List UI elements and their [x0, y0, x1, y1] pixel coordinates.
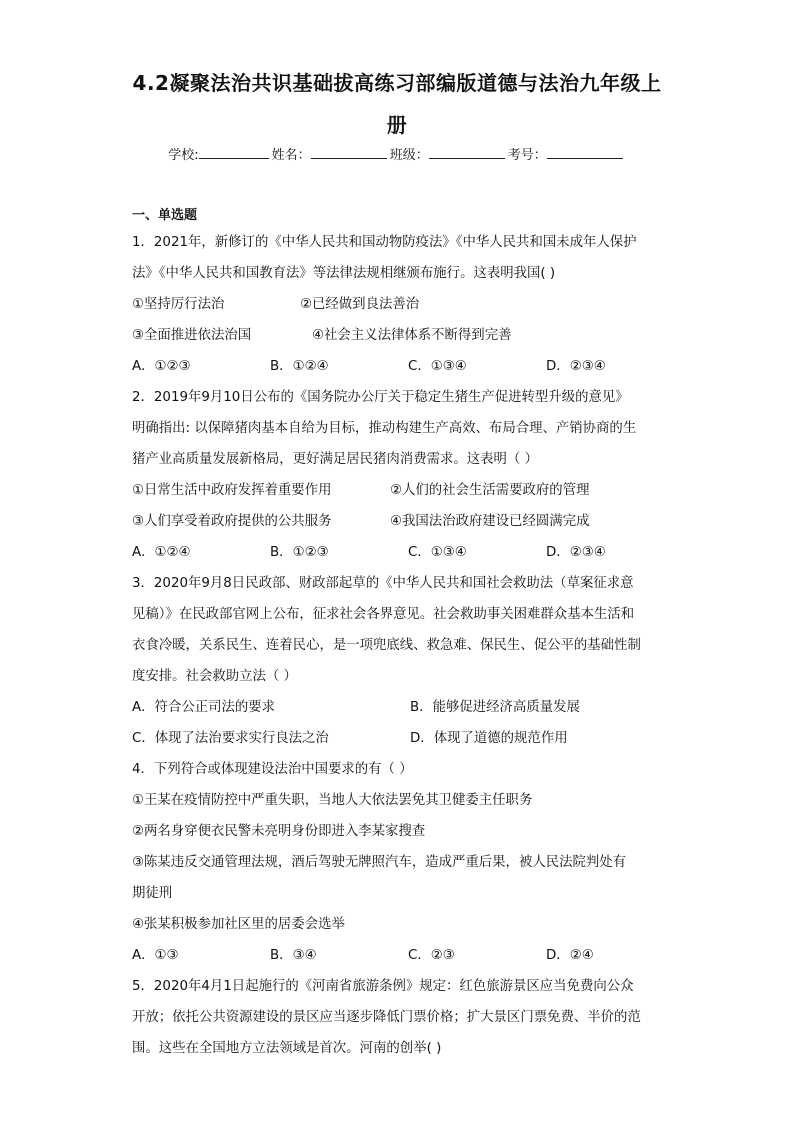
option-d[interactable]: D．体现了道德的规范作用: [410, 731, 568, 746]
option-row: [132, 537, 662, 568]
option-d[interactable]: D．②③④: [546, 359, 606, 374]
statement-continuation: 期徒刑: [132, 886, 173, 901]
statement: ④张某积极参加社区里的居委会选举: [132, 917, 345, 932]
school-blank[interactable]: [199, 144, 269, 159]
statement-row: [132, 506, 662, 537]
option-c[interactable]: C．①③④: [408, 359, 467, 374]
question-text-line: 2．2019年9月10日公布的《国务院办公厅关于稳定生猪生产促进转型升级的意见》: [132, 390, 629, 405]
statement: ③陈某违反交通管理法规，酒后驾驶无牌照汽车，造成严重后果，被人民法院判处有: [132, 855, 627, 870]
option-a[interactable]: A．①②③: [132, 359, 191, 374]
option-c[interactable]: C．体现了法治要求实行良法之治: [132, 731, 329, 746]
question-text-line: 围。这些在全国地方立法领域是首次。河南的创举( ): [132, 1041, 442, 1056]
class-label: 班级：: [389, 148, 429, 163]
option-a[interactable]: A．①③: [132, 948, 179, 963]
number-label: 考号：: [507, 148, 547, 163]
title-line-1: 4.2凝聚法治共识基础拔高练习部编版道德与法治九年级上: [132, 71, 662, 95]
option-row: [132, 940, 662, 971]
question-text-line: 3．2020年9月8日民政部、财政部起草的《中华人民共和国社会救助法（草案征求意: [132, 576, 634, 591]
option-c[interactable]: C．①③④: [408, 545, 467, 560]
statement: ①坚持厉行法治: [132, 297, 225, 312]
school-label: 学校:: [168, 148, 199, 163]
statement: ③全面推进依法治国: [132, 328, 252, 343]
statement-row: [132, 475, 662, 506]
option-d[interactable]: D．②③④: [546, 545, 606, 560]
question-text-line: 猪产业高质量发展新格局，更好满足居民猪肉消费需求。这表明（ ）: [132, 452, 538, 467]
option-b[interactable]: B．③④: [270, 948, 317, 963]
option-a[interactable]: A．符合公正司法的要求: [132, 700, 276, 715]
name-label: 姓名：: [271, 148, 311, 163]
title-line-2: 册: [386, 113, 408, 137]
question-5: [132, 971, 662, 1064]
name-blank[interactable]: [311, 144, 387, 159]
question-2: [132, 382, 662, 568]
statement: ③人们享受着政府提供的公共服务: [132, 514, 332, 529]
statement: ④社会主义法律体系不断得到完善: [312, 328, 512, 343]
statement: ①王某在疫情防控中严重失职，当地人大依法罢免其卫健委主任职务: [132, 793, 533, 808]
student-info-row: [0, 144, 794, 166]
statement: ②人们的社会生活需要政府的管理: [390, 483, 590, 498]
question-text-line: 度安排。社会救助立法（ ）: [132, 669, 297, 684]
option-b[interactable]: B．能够促进经济高质量发展: [410, 700, 580, 715]
question-text-line: 1．2021年，新修订的《中华人民共和国动物防疫法》《中华人民共和国未成年人保护: [132, 235, 637, 250]
option-d[interactable]: D．②④: [546, 948, 594, 963]
question-1: [132, 227, 662, 382]
statement-row: [132, 289, 662, 320]
question-text-line: 5．2020年4月1日起施行的《河南省旅游条例》规定：红色旅游景区应当免费向公众: [132, 979, 634, 994]
option-row: [132, 723, 662, 754]
statement: ①日常生活中政府发挥着重要作用: [132, 483, 332, 498]
question-list: [132, 205, 662, 1064]
class-blank[interactable]: [429, 144, 505, 159]
option-b[interactable]: B．①②③: [270, 545, 329, 560]
question-text-line: 衣食冷暖，关系民生、连着民心，是一项兜底线、救急难、保民生、促公平的基础性制: [132, 638, 641, 653]
question-text-line: 4．下列符合或体现建设法治中国要求的有（ ）: [132, 762, 413, 777]
option-c[interactable]: C．②③: [408, 948, 455, 963]
option-row: [132, 692, 662, 723]
question-text-line: 法》《中华人民共和国教育法》等法律法规相继颁布施行。这表明我国( ): [132, 266, 556, 281]
question-text-line: 见稿）》在民政部官网上公布，征求社会各界意见。社会救助事关困难群众基本生活和: [132, 607, 635, 622]
question-4: [132, 754, 662, 971]
question-text-line: 明确指出: 以保障猪肉基本自给为目标，推动构建生产高效、布局合理、产销协商的生: [132, 421, 637, 436]
exam-title: [120, 62, 674, 146]
statement: ④我国法治政府建设已经圆满完成: [390, 514, 590, 529]
section-heading: 一、单选题: [132, 208, 198, 223]
statement: ②已经做到良法善治: [300, 297, 420, 312]
option-row: [132, 351, 662, 382]
number-blank[interactable]: [547, 144, 623, 159]
option-b[interactable]: B．①②④: [270, 359, 329, 374]
option-a[interactable]: A．①②④: [132, 545, 191, 560]
question-text-line: 开放；依托公共资源建设的景区应当逐步降低门票价格；扩大景区门票免费、半价的范: [132, 1010, 641, 1025]
statement-row: [132, 320, 662, 351]
statement: ②两名身穿便衣民警未亮明身份即进入李某家搜查: [132, 824, 426, 839]
question-3: [132, 568, 662, 754]
